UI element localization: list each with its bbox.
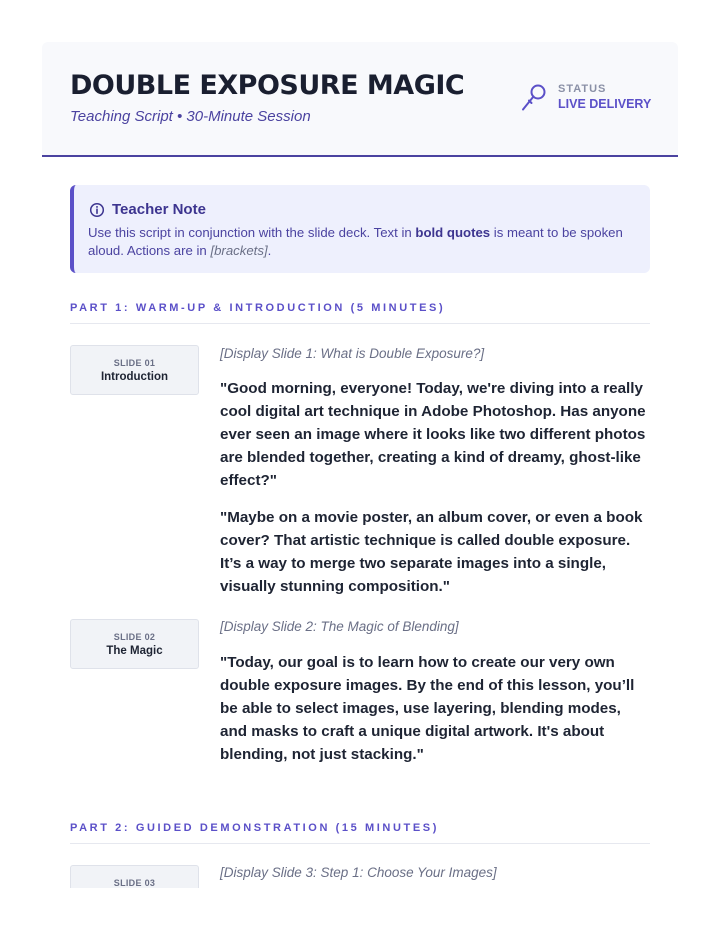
page-bottom-edge (70, 888, 205, 932)
slide-number: SLIDE 01 (113, 358, 156, 368)
teacher-note-title: Teacher Note (112, 201, 206, 218)
note-bold-text: bold quotes (415, 225, 491, 240)
teacher-note-body: Use this script in conjunction with the slide deck. Text in bold quotes is meant to be spoken aloud. Actions are in [brackets]. (88, 225, 623, 258)
slide-name: Introduction (100, 371, 169, 383)
slide-number: SLIDE 03 (113, 878, 156, 888)
part-1-heading: PART 1: WARM-UP & INTRODUCTION (5 MINUTES) (70, 302, 446, 314)
teacher-note (70, 185, 650, 273)
status-value: LIVE DELIVERY (558, 97, 652, 111)
slide-number: SLIDE 02 (113, 632, 156, 642)
slide-02-quote-1: "Today, our goal is to learn how to create our very own double exposure images. By the end of this lesson, you’ll be able to select images, use layering, blending modes, and masks to craft a unique digital artwork. It's about blending, not just stacking." (220, 654, 635, 763)
slide-03-action: [Display Slide 3: Step 1: Choose Your Images] (220, 865, 497, 880)
status-label: STATUS (558, 83, 607, 95)
note-italic-text: [brackets] (210, 243, 268, 258)
document-subtitle: Teaching Script • 30-Minute Session (70, 108, 311, 125)
section-divider (70, 323, 650, 324)
document-header (42, 42, 678, 157)
slide-01-quote-1: "Good morning, everyone! Today, we're diving into a really cool digital art technique in Adobe Photoshop. Has anyone ever seen an image where it looks like two different photos are blended together, creating a kind of dreamy, ghost-like effect?" (220, 380, 646, 489)
slide-01-quote-2: "Maybe on a movie poster, an album cover, or even a book cover? That artistic technique is called double exposure. It’s a way to merge two separate images into a single, visually stunning composition." (220, 509, 643, 595)
slide-02-action: [Display Slide 2: The Magic of Blending] (220, 619, 459, 634)
section-divider (70, 843, 650, 844)
info-circle-icon (89, 202, 105, 218)
slide-name: The Magic (106, 645, 163, 657)
slide-02-label (70, 619, 199, 669)
microphone-icon (520, 83, 548, 113)
document-title: DOUBLE EXPOSURE MAGIC (70, 70, 465, 101)
part-2-heading: PART 2: GUIDED DEMONSTRATION (15 MINUTES) (70, 822, 439, 834)
slide-01-action: [Display Slide 1: What is Double Exposure?] (220, 346, 485, 361)
slide-01-label (70, 345, 199, 395)
